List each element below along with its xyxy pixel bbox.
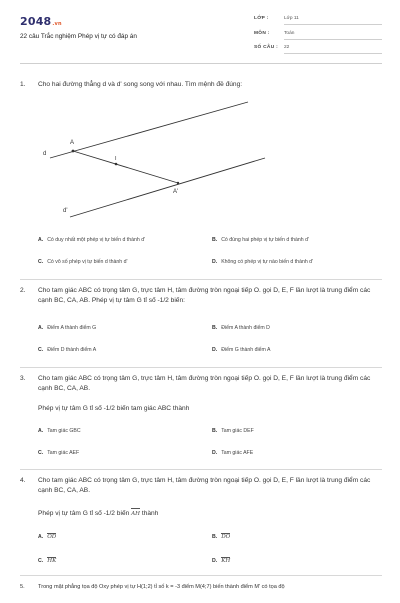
option-label: C. [38,450,44,456]
logo-suffix: .vn [52,21,62,27]
label-a-prime: A' [173,189,179,195]
option-4a[interactable] [38,533,56,540]
option-3b[interactable] [212,428,254,434]
option-label: A. [38,534,44,540]
label-a: A [70,140,75,146]
label-d-prime: d' [63,208,68,214]
meta-value: Lớp 11 [284,16,299,21]
option-label: D. [212,347,218,353]
question-separator [20,367,382,368]
option-text: Điểm A thành điểm G [47,325,97,331]
question-4 [20,476,380,516]
question-number: 1. [20,81,26,88]
meta-key: SỐ CÂU : [254,45,278,50]
option-1c[interactable] [38,259,128,265]
point-i [115,163,118,166]
logo-text: 2048 [20,15,52,28]
document-title: 22 câu Trắc nghiệm Phép vị tự có đáp án [20,33,137,40]
option-text: Có vô số phép vị tự biến d thành d' [47,259,128,265]
option-3c[interactable] [38,450,79,456]
question-separator [20,279,382,280]
label-d: d [43,151,47,157]
segment-a-a-prime [73,151,178,183]
meta-key: LỚP : [254,16,269,21]
meta-value: 22 [284,45,290,50]
meta-underline [284,39,382,40]
option-4d[interactable] [212,557,230,564]
option-label: B. [212,237,218,243]
question-separator [20,575,382,576]
question-3 [20,374,380,414]
question-number: 4. [20,477,26,484]
option-text: Có đúng hai phép vị tự biến d thành d' [221,237,310,243]
option-2d[interactable] [212,347,271,353]
point-a-prime [177,182,179,184]
site-logo[interactable] [20,15,62,28]
question-number: 5. [20,584,25,590]
label-i: I [115,156,117,162]
subtext-prefix: Phép vị tự tâm G tỉ số -1/2 biến [38,510,130,517]
option-label: C. [38,259,44,265]
parallel-lines-figure [30,95,270,225]
meta-underline [284,24,382,25]
question-subtext [38,508,380,519]
meta-underline [284,53,382,54]
subtext-suffix: thành [141,510,159,517]
vector-do: DO [221,534,231,540]
option-4b[interactable] [212,533,230,540]
question-subtext: Phép vị tự tâm G tỉ số -1/2 biến tam giác ABC thành [38,405,190,412]
question-text: Cho hai đường thẳng d và d' song song với nhau. Tìm mệnh đề đúng: [38,81,243,88]
option-4c[interactable] [38,557,56,564]
header-divider [20,63,382,64]
option-label: D. [212,259,218,265]
option-text: Không có phép vị tự nào biến d thành d' [221,259,314,265]
page-header [0,0,400,58]
option-label: B. [212,534,218,540]
option-text: Điểm G thành điểm A [221,347,271,353]
vector-hk: HK [47,558,57,564]
option-1a[interactable] [38,237,145,243]
option-1d[interactable] [212,259,313,265]
option-label: C. [38,558,44,564]
option-text: Tam giác DEF [221,428,254,434]
question-text: Cho tam giác ABC có trọng tâm G, trực tâm H, tâm đường tròn ngoại tiếp O. gọi D, E, F lần lượt là trung điểm các cạnh BC, CA, AB. Phép vị tự tâm G tỉ số -1/2 biến: [38,287,371,304]
option-text: Tam giác AFE [221,450,254,456]
option-label: D. [212,558,218,564]
vector-od: OD [47,534,57,540]
point-a [72,150,75,153]
option-label: C. [38,347,44,353]
question-2 [20,286,380,308]
option-3a[interactable] [38,428,81,434]
question-text: Cho tam giác ABC có trọng tâm G, trực tâm H, tâm đường tròn ngoại tiếp O. gọi D, E, F lần lượt là trung điểm các cạnh BC, CA, AB. [38,477,371,494]
option-2c[interactable] [38,347,96,353]
option-2b[interactable] [212,325,270,331]
option-label: A. [38,237,44,243]
option-label: B. [212,428,218,434]
option-3d[interactable] [212,450,253,456]
line-d [50,102,248,158]
option-text: Điểm A thành điểm D [221,325,270,331]
question-5 [20,583,380,603]
option-1b[interactable] [212,237,309,243]
meta-key: MÔN : [254,31,270,36]
option-text: Điểm D thành điểm A [47,347,97,353]
option-text: Tam giác GBC [47,428,81,434]
option-label: B. [212,325,218,331]
option-text: Tam giác AEF [47,450,80,456]
option-2a[interactable] [38,325,96,331]
option-label: A. [38,428,44,434]
option-label: D. [212,450,218,456]
vector-ah: AH [131,508,140,519]
question-text: Cho tam giác ABC có trọng tâm G, trực tâm H, tâm đường tròn ngoại tiếp O. gọi D, E, F lần lượt là trung điểm các cạnh BC, CA, AB. [38,375,371,392]
question-number: 3. [20,375,26,382]
option-label: A. [38,325,44,331]
meta-value: Toán [284,31,295,36]
line-d-prime [70,158,265,217]
question-number: 2. [20,287,26,294]
option-text: Có duy nhất một phép vị tự biến d thành d' [47,237,146,243]
vector-kh: KH [221,558,231,564]
question-text: Trong mặt phẳng tọa độ Oxy phép vị tự H(1;2) tỉ số k = -3 điểm M(4;7) biến thành điểm M' có tọa độ [38,584,285,590]
question-1 [20,80,380,92]
question-separator [20,469,382,470]
